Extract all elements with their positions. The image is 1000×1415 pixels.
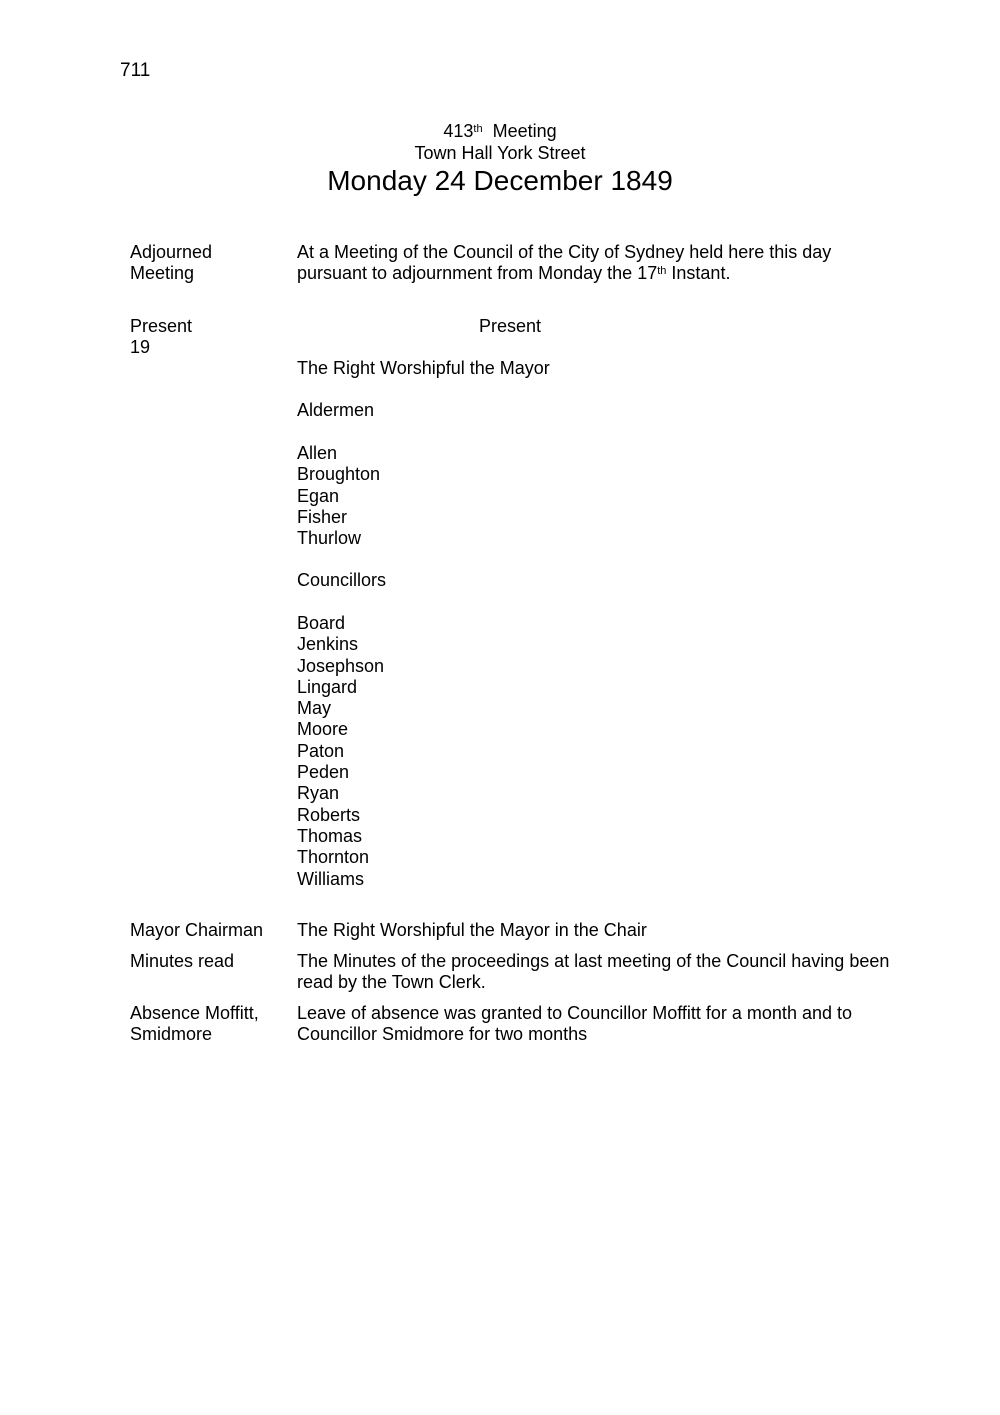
margin-note-absence bbox=[130, 1003, 290, 1046]
councillor-name: Josephson bbox=[297, 655, 385, 676]
margin-note-line: Meeting bbox=[130, 263, 195, 284]
alderman-name: Broughton bbox=[297, 464, 381, 485]
councillor-name: Jenkins bbox=[297, 634, 359, 655]
minutes-paragraph bbox=[297, 951, 917, 994]
councillor-name: May bbox=[297, 698, 332, 719]
councillor-name: Thornton bbox=[297, 847, 370, 868]
meeting-number-value: 413 bbox=[443, 121, 474, 141]
margin-note-line: Adjourned bbox=[130, 242, 213, 262]
margin-note-count: 19 bbox=[130, 337, 151, 358]
present-heading: Present bbox=[478, 316, 542, 336]
paragraph-line: read by the Town Clerk. bbox=[297, 972, 486, 993]
aldermen-heading: Aldermen bbox=[297, 400, 375, 420]
page-number: 711 bbox=[120, 60, 151, 81]
meeting-number bbox=[0, 121, 1000, 142]
adjourned-paragraph bbox=[297, 242, 917, 285]
paragraph-line: Leave of absence was granted to Councillor Moffitt for a month and to bbox=[297, 1003, 852, 1023]
alderman-name: Egan bbox=[297, 485, 340, 506]
alderman-name: Thurlow bbox=[297, 528, 362, 549]
councillor-name: Board bbox=[297, 613, 346, 633]
absence-paragraph bbox=[297, 1003, 917, 1046]
meeting-venue: Town Hall York Street bbox=[414, 143, 586, 163]
councillor-name: Lingard bbox=[297, 676, 358, 697]
councillors-heading: Councillors bbox=[297, 570, 387, 590]
councillor-name: Paton bbox=[297, 740, 345, 761]
paragraph-text: pursuant to adjournment from Monday the 17 bbox=[297, 263, 658, 284]
councillor-name: Williams bbox=[297, 868, 364, 889]
paragraph-text: Instant. bbox=[666, 263, 731, 284]
meeting-date-title: Monday 24 December 1849 bbox=[327, 165, 673, 196]
councillor-name: Peden bbox=[297, 762, 350, 783]
councillor-name: Thomas bbox=[297, 825, 363, 846]
paragraph-line bbox=[297, 263, 917, 284]
councillors-list bbox=[297, 613, 384, 890]
paragraph-line: The Minutes of the proceedings at last meeting of the Council having been bbox=[297, 951, 890, 971]
paragraph-line: At a Meeting of the Council of the City of Sydney held here this day bbox=[297, 242, 832, 262]
councillor-name: Ryan bbox=[297, 783, 340, 804]
councillor-name: Moore bbox=[297, 719, 349, 740]
meeting-word: Meeting bbox=[492, 121, 557, 141]
margin-note-adjourned bbox=[130, 242, 290, 285]
councillor-name: Roberts bbox=[297, 804, 361, 825]
paragraph-line: Councillor Smidmore for two months bbox=[297, 1024, 588, 1045]
mayor-line: The Right Worshipful the Mayor bbox=[297, 358, 550, 378]
alderman-name: Fisher bbox=[297, 506, 348, 527]
meeting-number-suffix: th bbox=[473, 123, 483, 135]
margin-note-minutes: Minutes read bbox=[130, 951, 235, 971]
margin-note-chairman: Mayor Chairman bbox=[130, 920, 264, 940]
alderman-name: Allen bbox=[297, 443, 338, 463]
margin-note-line: Smidmore bbox=[130, 1024, 213, 1045]
margin-note-label: Present bbox=[130, 316, 193, 336]
chairman-paragraph: The Right Worshipful the Mayor in the Chair bbox=[297, 920, 647, 940]
ordinal-suffix: th bbox=[657, 265, 667, 278]
margin-note-line: Absence Moffitt, bbox=[130, 1003, 259, 1023]
aldermen-list bbox=[297, 443, 380, 549]
margin-note-present bbox=[130, 316, 290, 359]
